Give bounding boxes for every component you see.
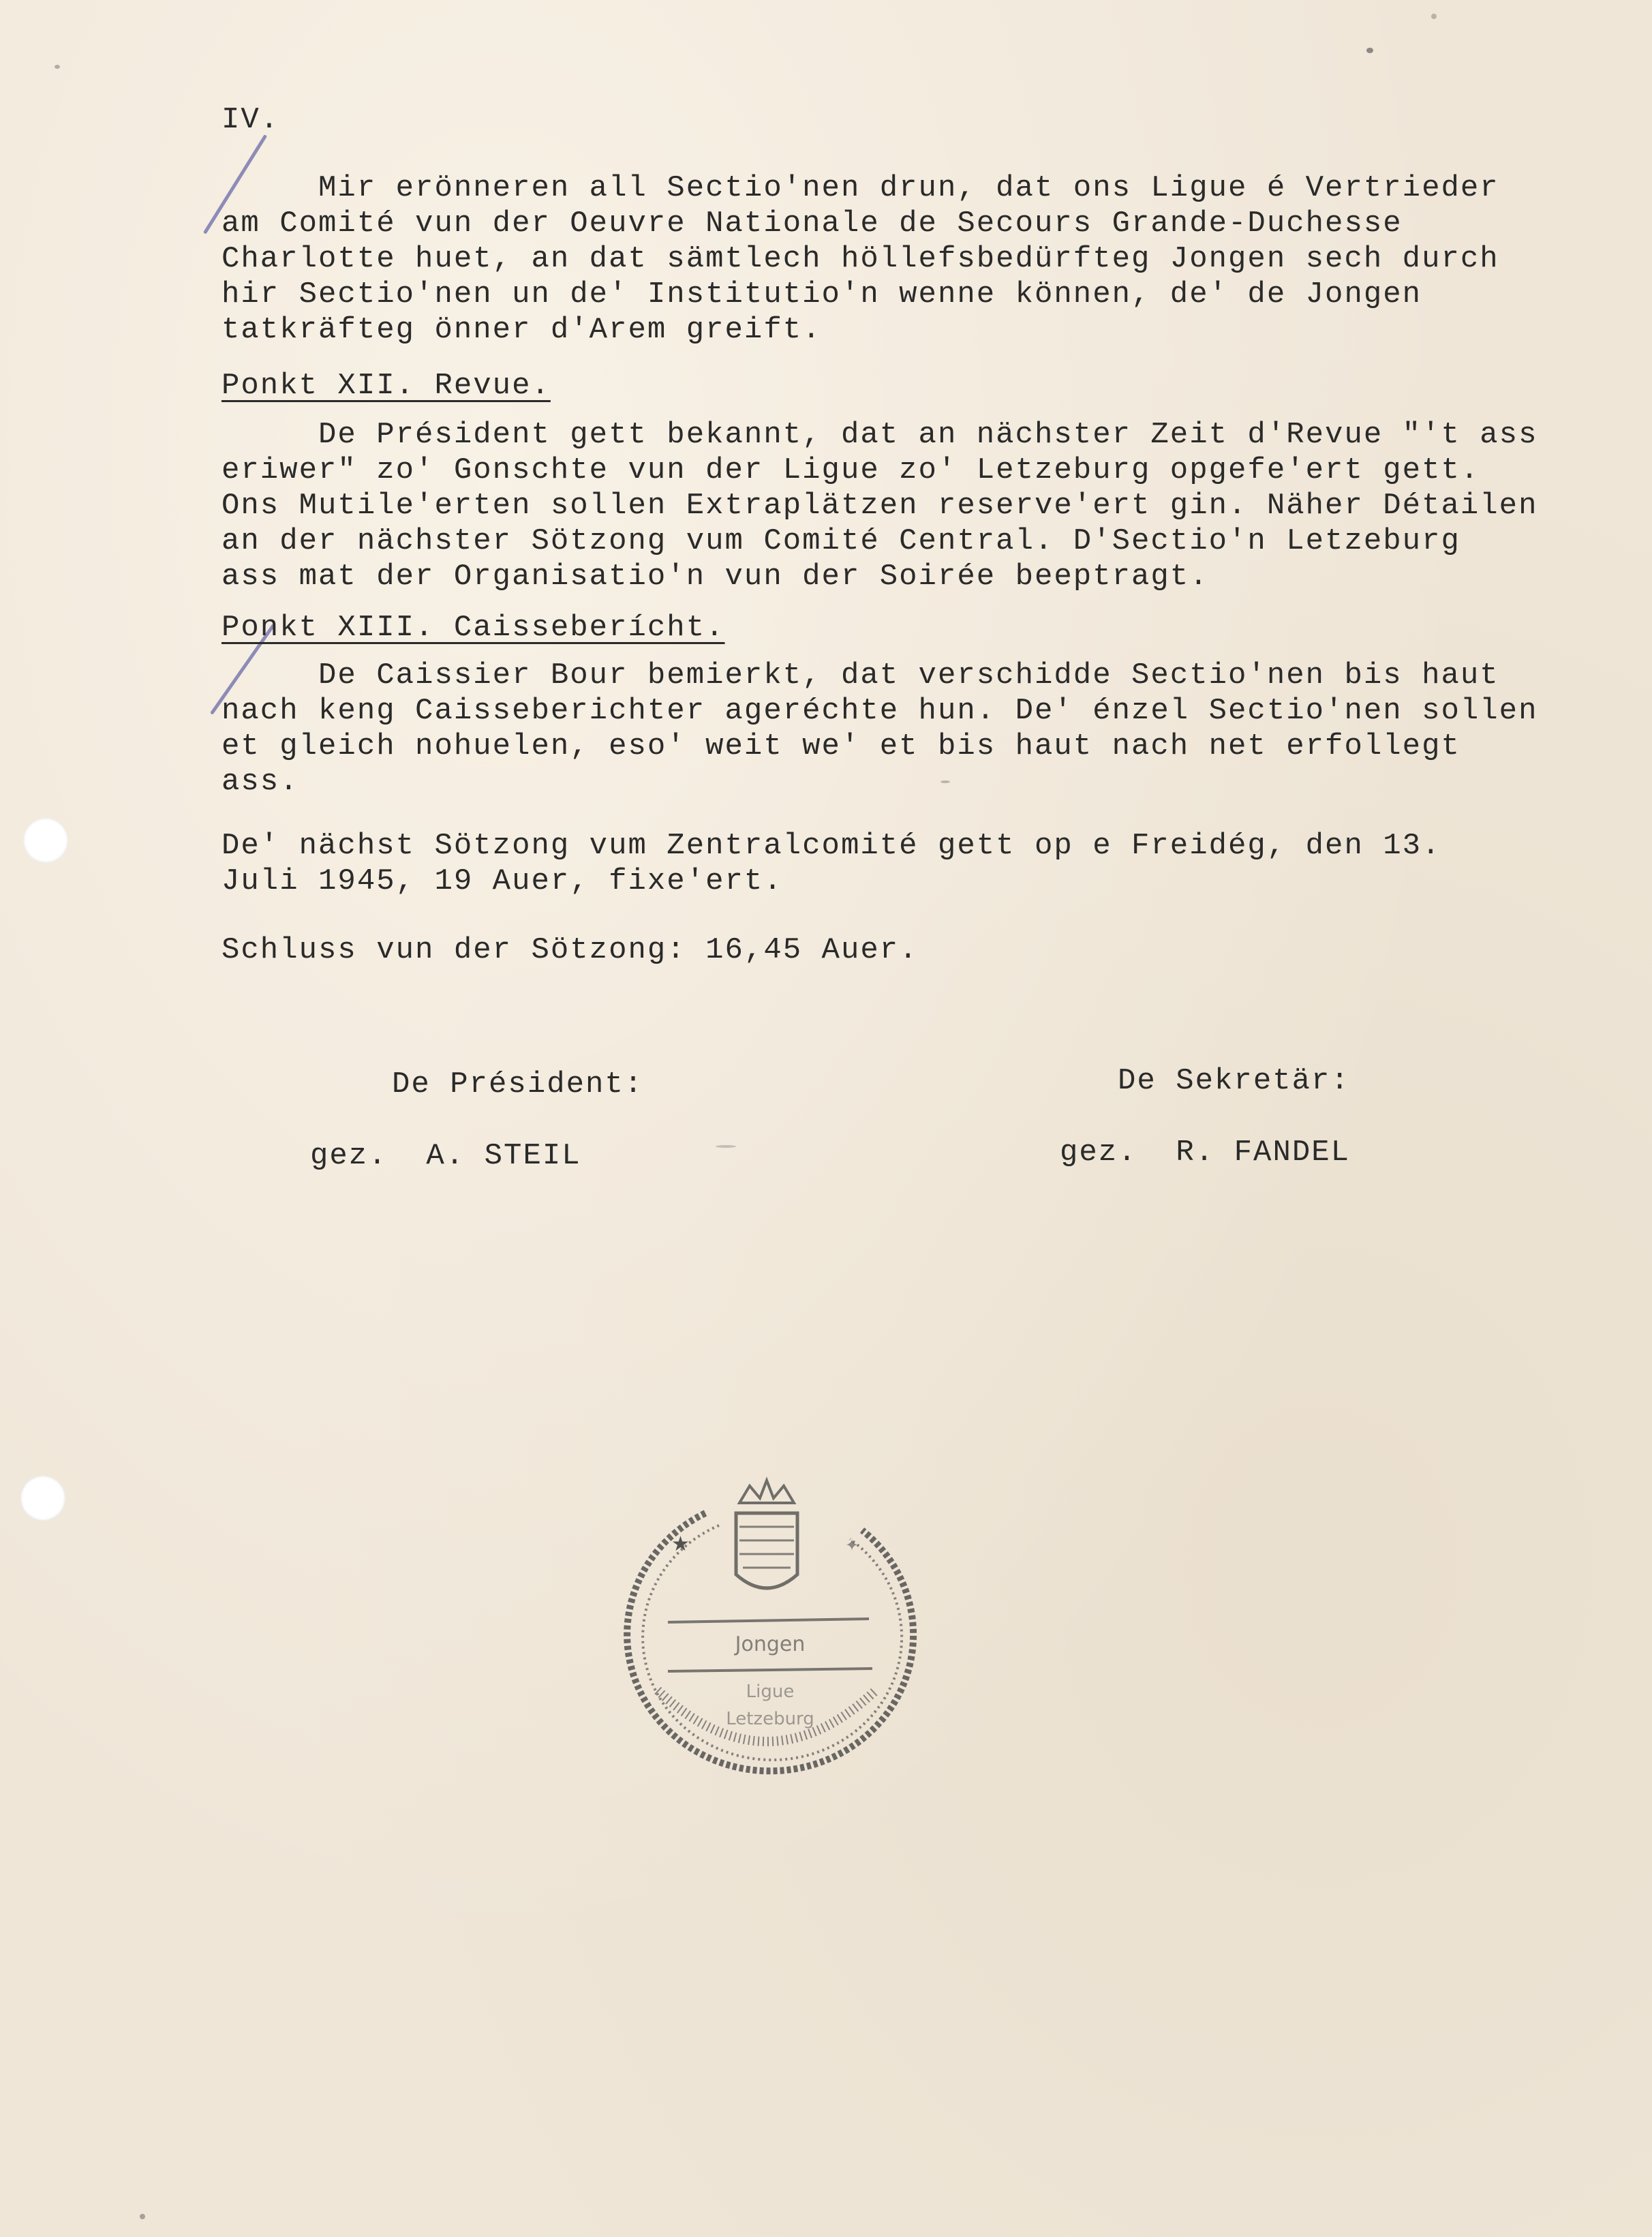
stamp-word-jongen: Jongen [735,1632,806,1656]
next-meeting-line-2: Juli 1945, 19 Auer, fixe'ert. [221,864,783,898]
stamp-word-letzeburg: Letzeburg [726,1709,814,1729]
paragraph-2-line-3: Ons Mutile'erten sollen Extraplätzen reserve'ert gin. Näher Détailen [221,489,1538,523]
paragraph-1-line-3: Charlotte huet, an dat sämtlech höllefsbedürfteg Jongen sech durch [221,242,1499,276]
speck [140,2214,145,2219]
secretary-label: De Sekretär: [1118,1064,1350,1098]
heading-ponkt-xii: Ponkt XII. Revue. [221,369,551,403]
official-stamp [603,1472,930,1793]
paragraph-1-line-1: Mir erönneren all Sectio'nen drun, dat ons Ligue é Vertrieder [221,171,1499,205]
closing-line: Schluss vun der Sötzong: 16,45 Auer. [221,933,919,967]
next-meeting-line-1: De' nächst Sötzong vum Zentralcomité gett op e Freidég, den 13. [221,829,1441,863]
president-name: gez. A. STEIL [310,1139,581,1173]
paragraph-1-line-4: hir Sectio'nen un de' Institutio'n wenne können, de' de Jongen [221,277,1422,311]
punch-hole-bottom [20,1476,65,1521]
speck [1366,48,1373,53]
paragraph-2-line-1: De Président gett bekannt, dat an nächster Zeit d'Revue "'t ass [221,418,1538,452]
speck [55,65,60,69]
paragraph-2-line-5: ass mat der Organisatio'n vun der Soirée beeptragt. [221,560,1209,594]
paragraph-1-line-2: am Comité vun der Oeuvre Nationale de Secours Grande-Duchesse [221,207,1403,241]
page-number: IV. [221,103,280,137]
speck [1431,14,1437,19]
svg-text:✦: ✦ [845,1536,859,1555]
heading-ponkt-xiii: Ponkt XIII. Caisseberícht. [221,611,725,645]
speck [940,780,950,783]
paragraph-3-line-3: et gleich nohuelen, eso' weit we' et bis haut nach net erfollegt [221,729,1460,763]
paragraph-1-line-5: tatkräfteg önner d'Arem greift. [221,313,822,347]
punch-hole-top [23,818,68,863]
paragraph-3-line-2: nach keng Caisseberichter ageréchte hun. De' énzel Sectio'nen sollen [221,694,1538,728]
president-label: De Président: [392,1067,644,1101]
paragraph-2-line-2: eriwer" zo' Gonschte vun der Ligue zo' Letzeburg opgefe'ert gett. [221,453,1480,487]
secretary-name: gez. R. FANDEL [1060,1136,1351,1170]
speck [716,1145,736,1148]
stamp-word-ligue: Ligue [746,1681,795,1702]
paragraph-3-line-1: De Caissier Bour bemierkt, dat verschidde Sectio'nen bis haut [221,658,1499,693]
paragraph-3-line-4: ass. [221,765,299,799]
svg-text:★: ★ [671,1532,690,1556]
paragraph-2-line-4: an der nächster Sötzong vum Comité Central. D'Sectio'n Letzeburg [221,524,1460,558]
